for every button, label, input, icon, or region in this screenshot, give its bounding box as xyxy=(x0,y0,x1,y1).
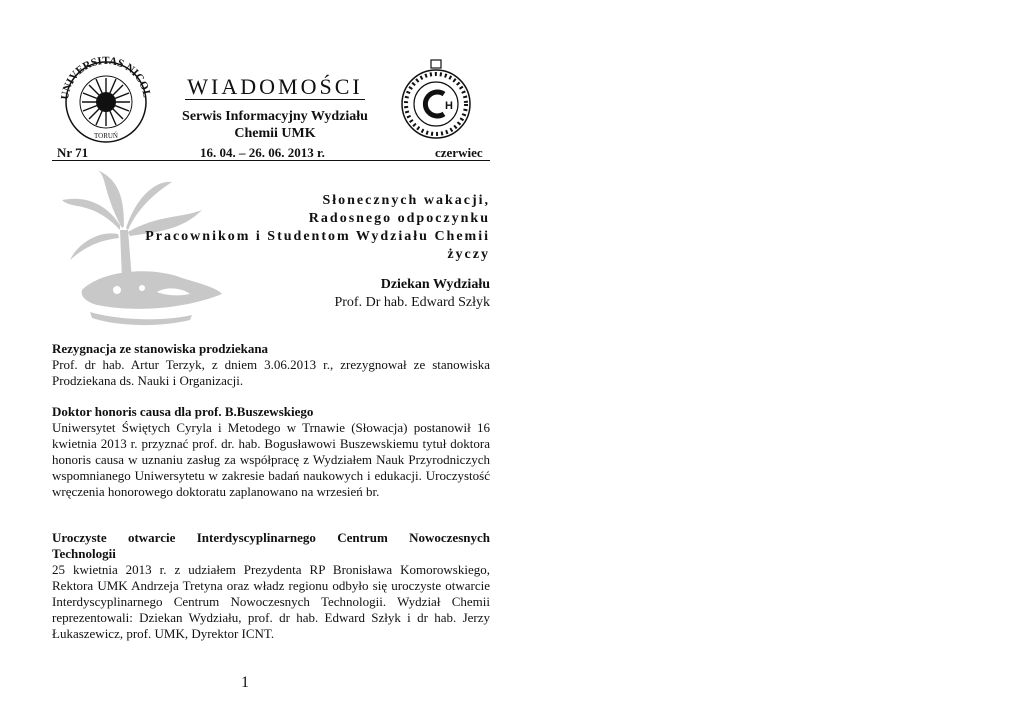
article-icnt-opening xyxy=(52,530,490,642)
greeting-line-2: Radosnego odpoczynku xyxy=(308,211,490,226)
newsletter-title: WIADOMOŚCI xyxy=(187,74,363,99)
article-honoris-causa xyxy=(52,404,490,500)
svg-text:H: H xyxy=(445,100,453,112)
article-body: Prof. dr hab. Artur Terzyk, z dniem 3.06.2013 r., zrezygnował ze stanowiska Prodziekana ds. Nauki i Organizacji. xyxy=(52,357,490,388)
article-heading-continued: Technologii xyxy=(52,546,116,561)
faculty-chemistry-logo xyxy=(398,58,474,144)
article-heading: Uroczyste otwarcie Interdyscyplinarnego Centrum Nowoczesnych xyxy=(52,530,490,545)
greeting-line-3: Pracownikom i Studentom Wydziału Chemii xyxy=(145,229,490,244)
article-resignation xyxy=(52,341,490,389)
svg-text:UNIVERSITAS NICOLAI COPERNICI: UNIVERSITAS NICOL xyxy=(58,54,153,101)
article-body: 25 kwietnia 2013 r. z udziałem Prezydenta RP Bronisława Komorowskiego, Rektora UMK Andrzeja Tretyna oraz władz regionu odbyło się uroczyste otwarcie Interdyscyplinarnego Centrum Nowoczesnych Technologii. Wydział Chemii reprezentowali: Dziekan Wydziału, prof. dr hab. Edward Szłyk i dr hab. Jerzy Łukaszewicz, prof. UMK, Dyrektor ICNT. xyxy=(52,562,490,641)
article-heading: Doktor honoris causa dla prof. B.Buszewskiego xyxy=(52,404,314,419)
signer-name: Prof. Dr hab. Edward Szłyk xyxy=(334,295,490,310)
issue-month: czerwiec xyxy=(435,145,483,160)
masthead-divider xyxy=(52,160,490,161)
subtitle-line-1: Serwis Informacyjny Wydziału xyxy=(182,109,368,124)
university-seal-logo xyxy=(54,52,158,148)
issue-date-range: 16. 04. – 26. 06. 2013 r. xyxy=(200,145,325,160)
article-body: Uniwersytet Świętych Cyryla i Metodego w Trnawie (Słowacja) postanowił 16 kwietnia 2013 r. przyznać prof. dr. hab. Bogusławowi Buszewskiemu tytuł doktora honoris causa w uznaniu zasług za współpracę z Wydziałem Nauk Przyrodniczych wspomnianego Uniwersytetu w zakresie badań naukowych i edukacji. Uroczystość wręczenia honorowego doktoratu zaplanowano na wrzesień br. xyxy=(52,420,490,499)
page-number: 1 xyxy=(241,674,249,691)
issue-number: Nr 71 xyxy=(57,145,89,160)
greeting-line-4: życzy xyxy=(447,247,490,262)
greeting-message xyxy=(145,192,490,264)
newsletter-subtitle xyxy=(150,108,400,142)
signer-title: Dziekan Wydziału xyxy=(380,277,490,292)
greeting-line-1: Słonecznych wakacji, xyxy=(322,193,490,208)
svg-text:TORUŃ: TORUŃ xyxy=(94,132,118,140)
greeting-signature xyxy=(334,276,490,312)
article-heading: Rezygnacja ze stanowiska prodziekana xyxy=(52,341,269,356)
subtitle-line-2: Chemii UMK xyxy=(234,126,316,141)
